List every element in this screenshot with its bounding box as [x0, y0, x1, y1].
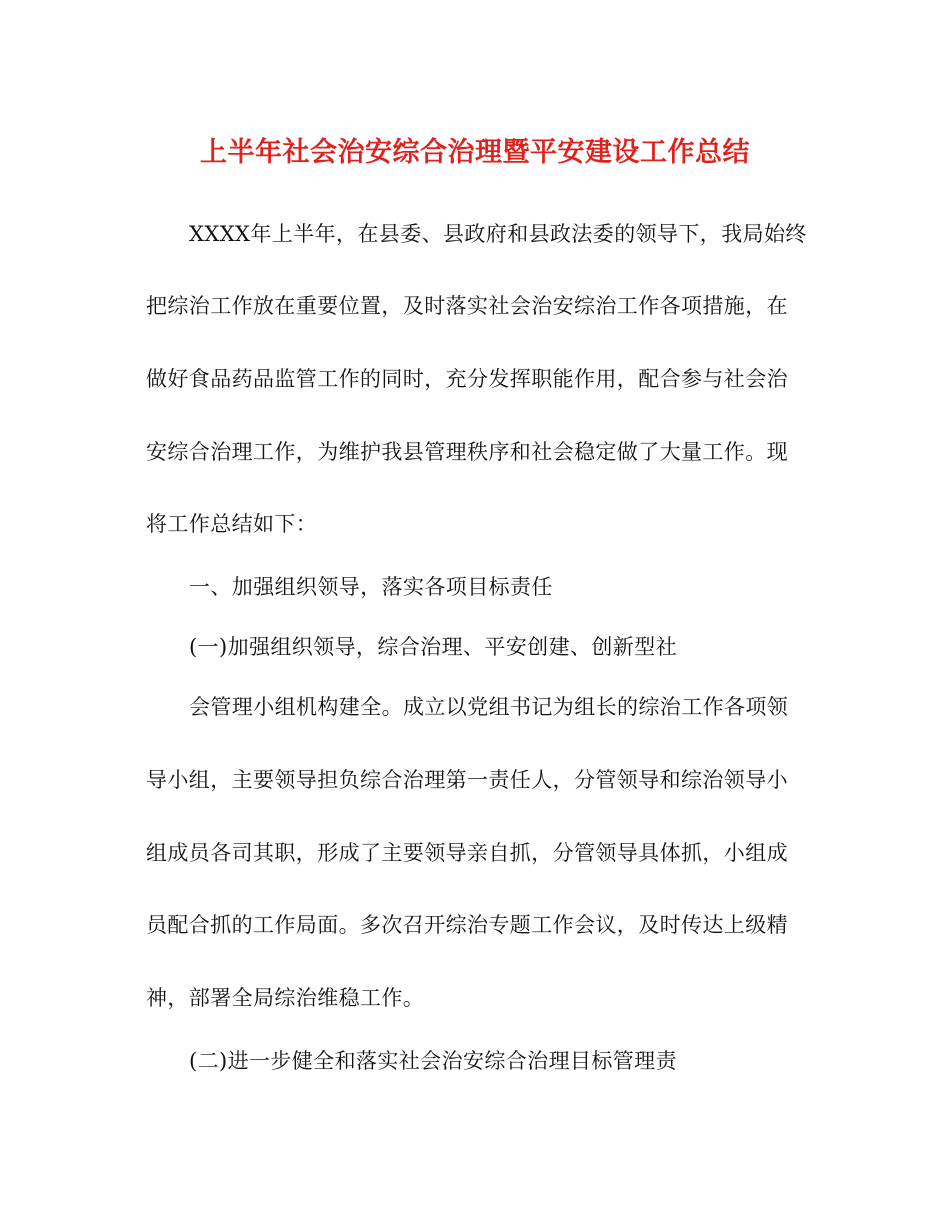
- section-heading: 一、加强组织领导，落实各项目标责任: [189, 575, 553, 599]
- subsection-heading: (一)加强组织领导，综合治理、平安创建、创新型社: [189, 635, 677, 659]
- body-line: 员配合抓的工作局面。多次召开综治专题工作会议，及时传达上级精: [146, 913, 788, 937]
- body-line: 安综合治理工作，为维护我县管理秩序和社会稳定做了大量工作。现: [146, 440, 788, 464]
- document-title: 上半年社会治安综合治理暨平安建设工作总结: [200, 137, 750, 168]
- body-line: 导小组，主要领导担负综合治理第一责任人，分管领导和综治领导小: [146, 768, 788, 792]
- body-line: 神，部署全局综治维稳工作。: [146, 986, 425, 1010]
- body-line: 将工作总结如下：: [146, 512, 318, 536]
- body-line: 组成员各司其职，形成了主要领导亲自抓，分管领导具体抓，小组成: [146, 841, 788, 865]
- body-line: XXXX年上半年，在县委、县政府和县政法委的领导下，我局始终: [189, 222, 807, 246]
- body-line: 把综治工作放在重要位置，及时落实社会治安综治工作各项措施，在: [146, 294, 788, 318]
- body-line: 会管理小组机构建全。成立以党组书记为组长的综治工作各项领: [189, 695, 789, 719]
- subsection-heading: (二)进一步健全和落实社会治安综合治理目标管理责: [189, 1049, 677, 1073]
- body-line: 做好食品药品监管工作的同时，充分发挥职能作用，配合参与社会治: [146, 367, 788, 391]
